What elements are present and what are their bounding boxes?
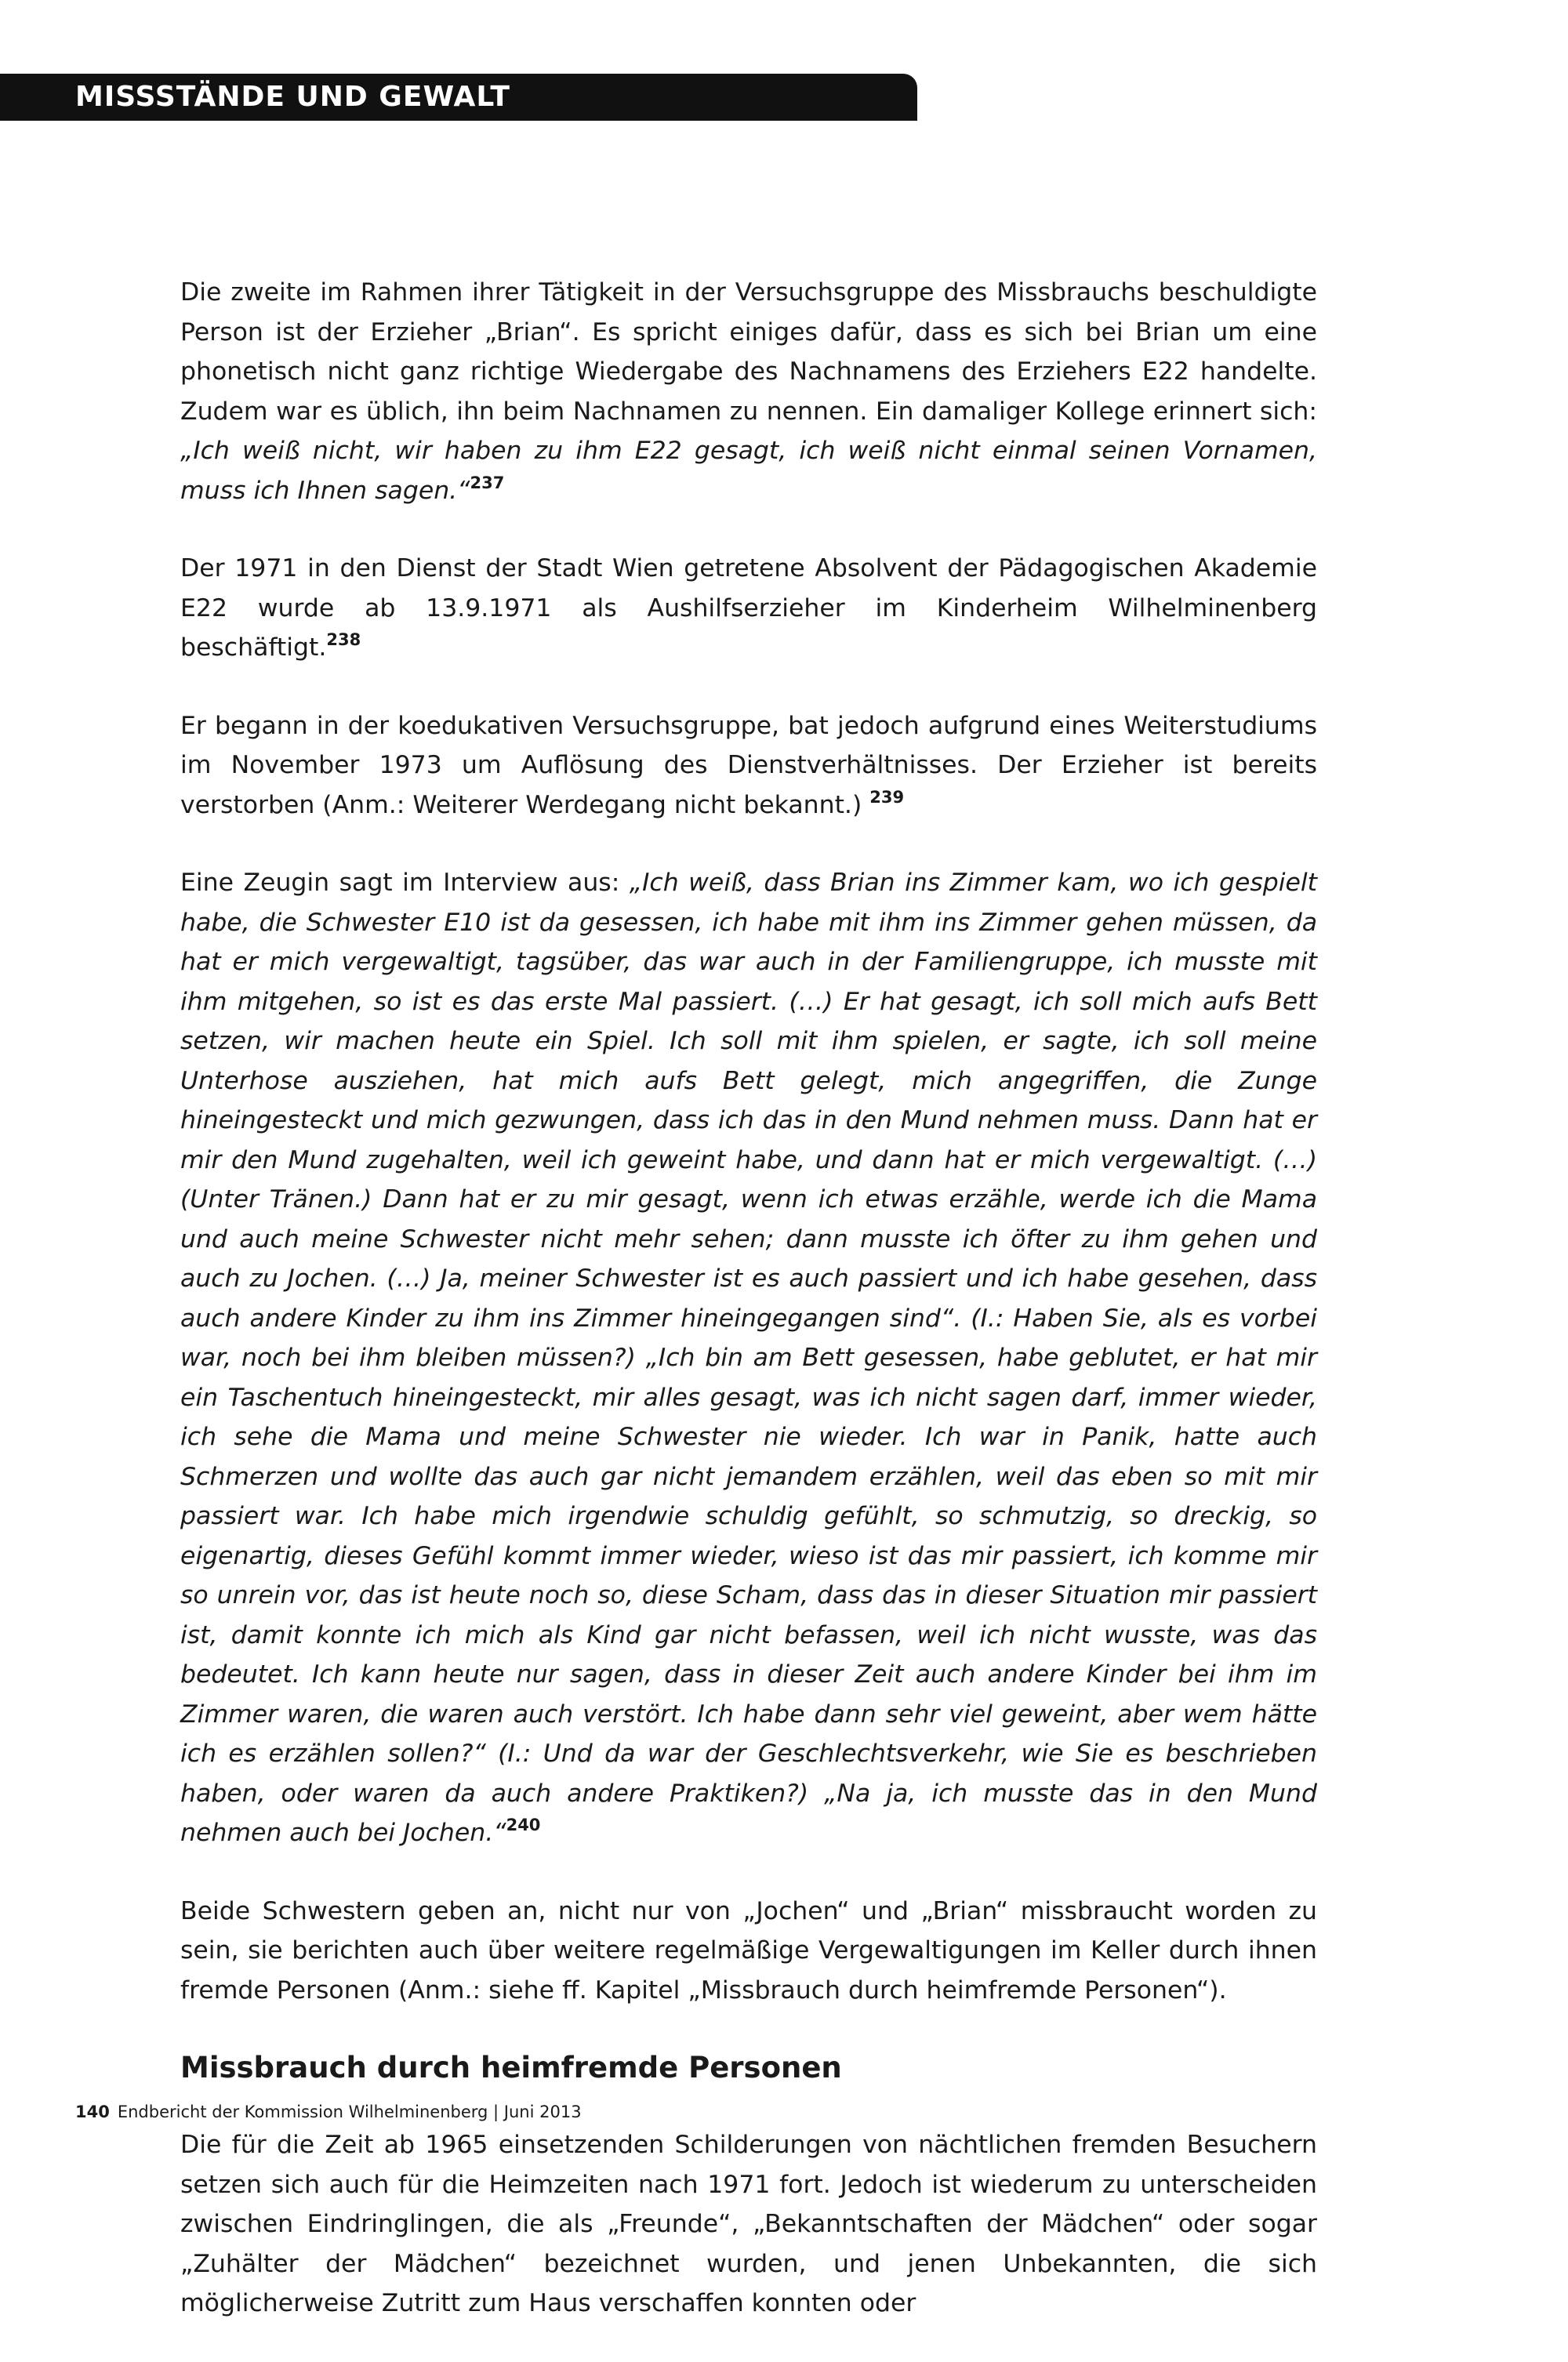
paragraph-3 [180, 706, 1317, 825]
paragraph-1 [180, 273, 1317, 510]
paragraph-6 [180, 2125, 1317, 2324]
paragraph-5 [180, 1892, 1317, 2011]
body-text [180, 273, 1317, 2362]
section-heading: Missbrauch durch heimfremde Personen [180, 2051, 842, 2084]
footnote-ref-240[interactable]: 240 [506, 1816, 541, 1834]
page-number: 140 [75, 2103, 110, 2121]
paragraph-4 [180, 863, 1317, 1853]
paragraph-2 [180, 549, 1317, 668]
footer-text: Endbericht der Kommission Wilhelminenberg | Juni 2013 [117, 2103, 582, 2121]
paragraph-4-text: Eine Zeugin sagt im Interview aus: [180, 869, 630, 897]
section-header-title: MISSSTÄNDE UND GEWALT [75, 81, 510, 113]
footnote-ref-237[interactable]: 237 [470, 473, 505, 492]
footnote-ref-239[interactable]: 239 [869, 787, 905, 807]
paragraph-2-text: Der 1971 in den Dienst der Stadt Wien getretene Absolvent der Pädagogischen Akademie E22 wurde ab 13.9.1971 als Aushilfserzieher im Kinderheim Wilhelminenberg beschäftigt. [180, 554, 1317, 662]
paragraph-3-text: Er begann in der koedukativen Versuchsgruppe, bat jedoch aufgrund eines Weiterstudiums im November 1973 um Auflösung des Dienstverhältnisses. Der Erzieher ist bereits verstorben (Anm.: Weiterer Werdegang nicht bekannt.) [180, 711, 1317, 819]
paragraph-5-text: Beide Schwestern geben an, nicht nur von „Jochen“ und „Brian“ missbraucht worden zu sein, sie berichten auch über weitere regelmäßige Vergewaltigungen im Keller durch ihnen fremde Personen (Anm.: siehe ff. Kapitel „Missbrauch durch heimfremde Personen“). [180, 1896, 1317, 2005]
page-footer [75, 2103, 582, 2121]
paragraph-1-text: Die zweite im Rahmen ihrer Tätigkeit in der Versuchsgruppe des Missbrauchs beschuldigte Person ist der Erzieher „Brian“. Es spricht einiges dafür, dass es sich bei Brian um eine phonetisch nicht ganz richtige Wiedergabe des Nachnamens des Erziehers E22 handelte. Zudem war es üblich, ihn beim Nachnamen zu nennen. Ein damaliger Kollege erinnert sich: [180, 278, 1317, 426]
paragraph-4-quote: „Ich weiß, dass Brian ins Zimmer kam, wo ich gespielt habe, die Schwester E10 ist da gesessen, ich habe mit ihm ins Zimmer gehen müssen, da hat er mich vergewaltigt, tagsüber, das war auch in der Familiengruppe, ich musste mit ihm mitgehen, so ist es das erste Mal passiert. (…) Er hat gesagt, ich soll mich aufs Bett setzen, wir machen heute ein Spiel. Ich soll mit ihm spielen, er sagte, ich soll meine Unterhose ausziehen, hat mich aufs Bett gelegt, mich angegriffen, die Zunge hineingesteckt und mich gezwungen, dass ich das in den Mund nehmen muss. Dann hat er mir den Mund zugehalten, weil ich geweint habe, und dann hat er mich vergewaltigt. (…) (Unter Tränen.) Dann hat er zu mir gesagt, wenn ich etwas erzähle, werde ich die Mama und auch meine Schwester nicht mehr sehen; dann musste ich öfter zu ihm gehen und auch zu Jochen. (…) Ja, meiner Schwester ist es auch passiert und ich habe gesehen, dass auch andere Kinder zu ihm ins Zimmer hineingegangen sind“. (I.: Haben Sie, als es vorbei war, noch bei ihm bleiben müssen?) „Ich bin am Bett gesessen, habe geblutet, er hat mir ein Taschentuch hineingesteckt, mir alles gesagt, was ich nicht sagen darf, immer wieder, ich sehe die Mama und meine Schwester nie wieder. Ich war in Panik, hatte auch Schmerzen und wollte das auch gar nicht jemandem erzählen, weil das eben so mit mir passiert war. Ich habe mich irgendwie schuldig gefühlt, so schmutzig, so dreckig, so eigenartig, dieses Gefühl kommt immer wieder, wieso ist das mir passiert, ich komme mir so unrein vor, das ist heute noch so, diese Scham, dass das in dieser Situation mir passiert ist, damit konnte ich mich als Kind gar nicht befassen, weil ich nicht wusste, was das bedeutet. Ich kann heute nur sagen, dass in dieser Zeit auch andere Kinder bei ihm im Zimmer waren, die waren auch verstört. Ich habe dann sehr viel geweint, aber wem hätte ich es erzählen sollen?“ (I.: Und da war der Geschlechtsverkehr, wie Sie es beschrieben haben, oder waren da auch andere Praktiken?) „Na ja, ich musste das in den Mund nehmen auch bei Jochen.“ [180, 869, 1317, 1847]
paragraph-6-text: Die für die Zeit ab 1965 einsetzenden Schilderungen von nächtlichen fremden Besuchern setzen sich auch für die Heimzeiten nach 1971 fort. Jedoch ist wiederum zu unterscheiden zwischen Eindringlingen, die als „Freunde“, „Bekanntschaften der Mädchen“ oder sogar „Zuhälter der Mädchen“ bezeichnet wurden, und jenen Unbekannten, die sich möglicherweise Zutritt zum Haus verschaffen konnten oder [180, 2131, 1317, 2317]
paragraph-1-quote: „Ich weiß nicht, wir haben zu ihm E22 gesagt, ich weiß nicht einmal seinen Vornamen, muss ich Ihnen sagen.“ [180, 437, 1317, 505]
footnote-ref-238[interactable]: 238 [326, 630, 361, 649]
